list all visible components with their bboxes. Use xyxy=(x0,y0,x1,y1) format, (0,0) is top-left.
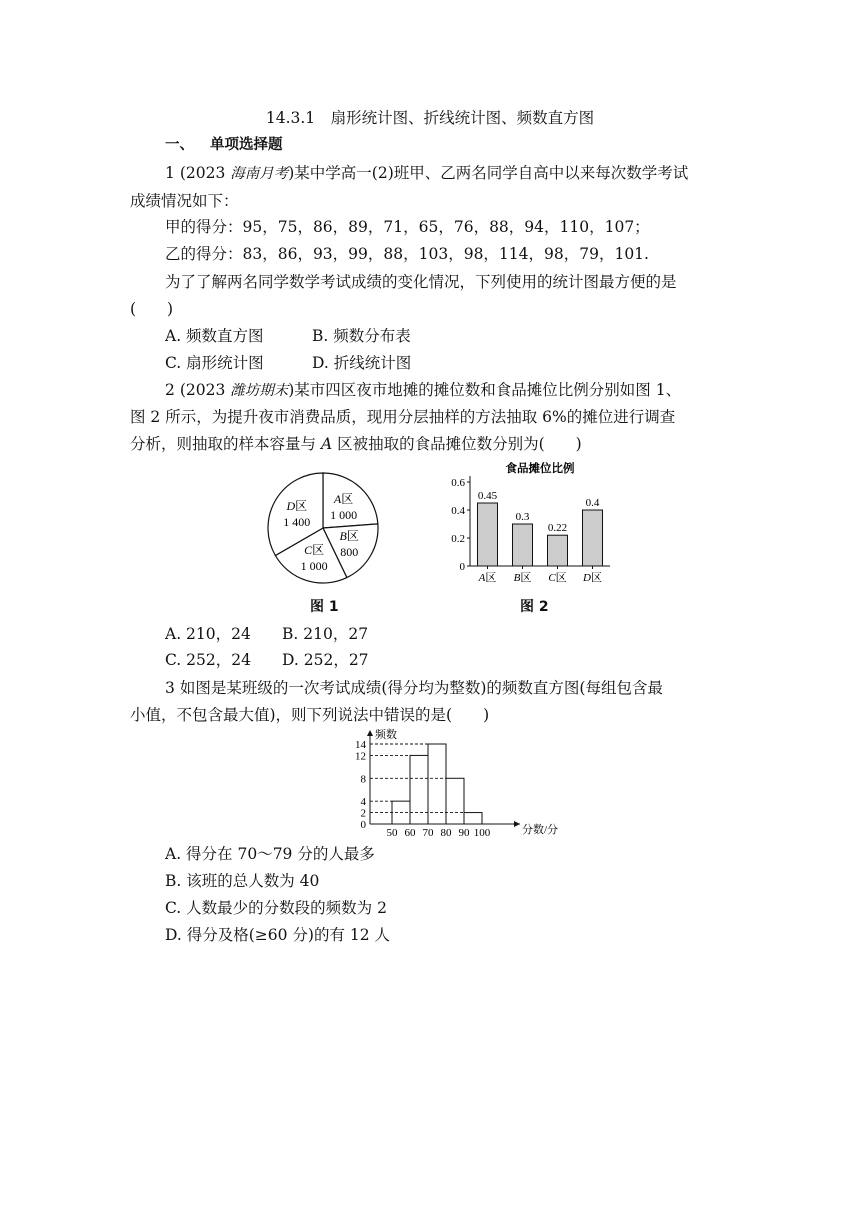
pie-chart xyxy=(255,470,395,588)
q1-option-b[interactable]: B. 频数分布表 xyxy=(312,327,411,345)
q3-option-b[interactable]: B. 该班的总人数为 40 xyxy=(165,872,320,890)
bar-c xyxy=(548,535,568,566)
section-heading: 单项选择题 xyxy=(210,137,283,153)
q2-line2: 图 2 所示，为提升夜市消费品质，现用分层抽样的方法抽取 6%的摊位进行调查 xyxy=(130,408,676,426)
q3-number: 3 xyxy=(165,679,175,697)
bar-a xyxy=(478,503,498,566)
hist-y-tick-label: 2 xyxy=(360,807,366,820)
q3-option-d[interactable]: D. 得分及格(≥60 分)的有 12 人 xyxy=(165,926,391,944)
pie-value-d: 1 400 xyxy=(283,514,311,529)
bar-value-label: 0.22 xyxy=(547,522,568,535)
q1-option-a[interactable]: A. 频数直方图 xyxy=(165,327,264,345)
hist-y-tick-label: 14 xyxy=(355,739,366,751)
hist-x-label: 分数/分 xyxy=(522,824,559,836)
hist-x-tick-label: 50 xyxy=(386,827,398,839)
section-number: 一、 xyxy=(165,137,194,153)
q1-option-c[interactable]: C. 扇形统计图 xyxy=(165,354,264,372)
hist-x-arrow xyxy=(514,821,520,827)
hist-x-tick-label: 60 xyxy=(404,827,416,839)
q1-source: 海南月考 xyxy=(230,166,289,182)
q3-line1: 3 如图是某班级的一次考试成绩(得分均为整数)的频数直方图(每组包含最 xyxy=(165,679,663,697)
q3-option-c[interactable]: C. 人数最少的分数段的频数为 2 xyxy=(165,899,387,917)
q2-line1: 2 (2023 潍坊期末)某市四区夜市地摊的摊位数和食品摊位比例分别如图 1、 xyxy=(165,381,682,399)
q2-var-a: A xyxy=(320,435,333,453)
hist-y-tick-label: 12 xyxy=(355,750,366,763)
histogram-bar-60 xyxy=(410,755,428,824)
pie-label-a: A区 xyxy=(333,491,354,506)
q2-option-c[interactable]: C. 252，24 xyxy=(165,651,251,669)
hist-y-tick-label: 0 xyxy=(360,819,366,831)
hist-x-tick-label: 70 xyxy=(422,827,434,839)
fig2-caption: 图 2 xyxy=(520,599,549,615)
q1-line2: 成绩情况如下： xyxy=(130,192,239,210)
pie-label-c: C区 xyxy=(304,542,325,557)
hist-y-tick-label: 4 xyxy=(360,796,366,809)
q2-number: 2 xyxy=(165,381,175,399)
q1-scores-jia: 甲的得分：95，75，86，89，71，65，76，88，94，110，107； xyxy=(165,218,650,236)
hist-y-arrow xyxy=(367,730,373,736)
bar-y-tick-label: 0.6 xyxy=(451,477,465,489)
hist-y-label: 频数 xyxy=(375,729,397,741)
bar-y-tick-label: 0.2 xyxy=(451,533,465,545)
q2-option-a[interactable]: A. 210，24 xyxy=(165,625,251,643)
hist-x-tick-label: 100 xyxy=(473,827,491,839)
fig1-caption: 图 1 xyxy=(310,599,339,615)
pie-value-a: 1 000 xyxy=(330,507,358,522)
q1-line1: 1 (2023 海南月考)某中学高一(2)班甲、乙两名同学自高中以来每次数学考试 xyxy=(165,164,689,182)
histogram-bar-90 xyxy=(464,813,482,824)
bar-x-tick-label: A区 xyxy=(478,572,497,584)
bar-value-label: 0.4 xyxy=(585,497,600,509)
bar-chart-title: 食品摊位比例 xyxy=(505,461,575,475)
bar-b xyxy=(513,524,533,566)
bar-y-tick-label: 0 xyxy=(459,561,465,573)
bar-chart xyxy=(440,458,620,588)
q1-option-d[interactable]: D. 折线统计图 xyxy=(312,354,412,372)
bar-x-tick-label: D区 xyxy=(583,572,602,584)
page-title: 14.3.1 扇形统计图、折线统计图、频数直方图 xyxy=(265,109,595,127)
hist-x-tick-label: 80 xyxy=(440,827,452,839)
q2-option-b[interactable]: B. 210，27 xyxy=(282,625,369,643)
q2-line3: 分析，则抽取的样本容量与 A 区被抽取的食品摊位数分别为( ) xyxy=(130,435,582,453)
q1-answer-blank: ( ) xyxy=(130,300,174,318)
q1-scores-yi: 乙的得分：83，86，93，99，88，103，98，114，98，79，101. xyxy=(165,245,649,263)
q1-number: 1 xyxy=(165,164,175,182)
pie-label-b: B区 xyxy=(339,529,359,544)
bar-x-tick-label: C区 xyxy=(548,572,567,584)
q1-question: 为了了解两名同学数学考试成绩的变化情况，下列使用的统计图最方便的是 xyxy=(165,273,677,291)
pie-value-c: 1 000 xyxy=(300,558,328,573)
bar-value-label: 0.3 xyxy=(515,511,530,523)
q3-line2: 小值，不包含最大值)，则下列说法中错误的是( ) xyxy=(130,706,490,724)
histogram-bar-80 xyxy=(446,778,464,824)
bar-value-label: 0.45 xyxy=(477,490,498,502)
q3-option-a[interactable]: A. 得分在 70～79 分的人最多 xyxy=(165,845,375,863)
bar-y-tick-label: 0.4 xyxy=(451,505,465,517)
hist-x-tick-label: 90 xyxy=(458,827,470,839)
histogram-bar-70 xyxy=(428,744,446,824)
hist-y-tick-label: 8 xyxy=(360,773,366,786)
bar-x-tick-label: B区 xyxy=(513,572,532,584)
q2-source: 潍坊期末 xyxy=(230,383,289,399)
pie-value-b: 800 xyxy=(340,545,359,560)
histogram-chart xyxy=(350,728,559,839)
pie-label-d: D区 xyxy=(286,498,308,513)
bar-d xyxy=(583,510,603,566)
q2-option-d[interactable]: D. 252，27 xyxy=(282,651,369,669)
